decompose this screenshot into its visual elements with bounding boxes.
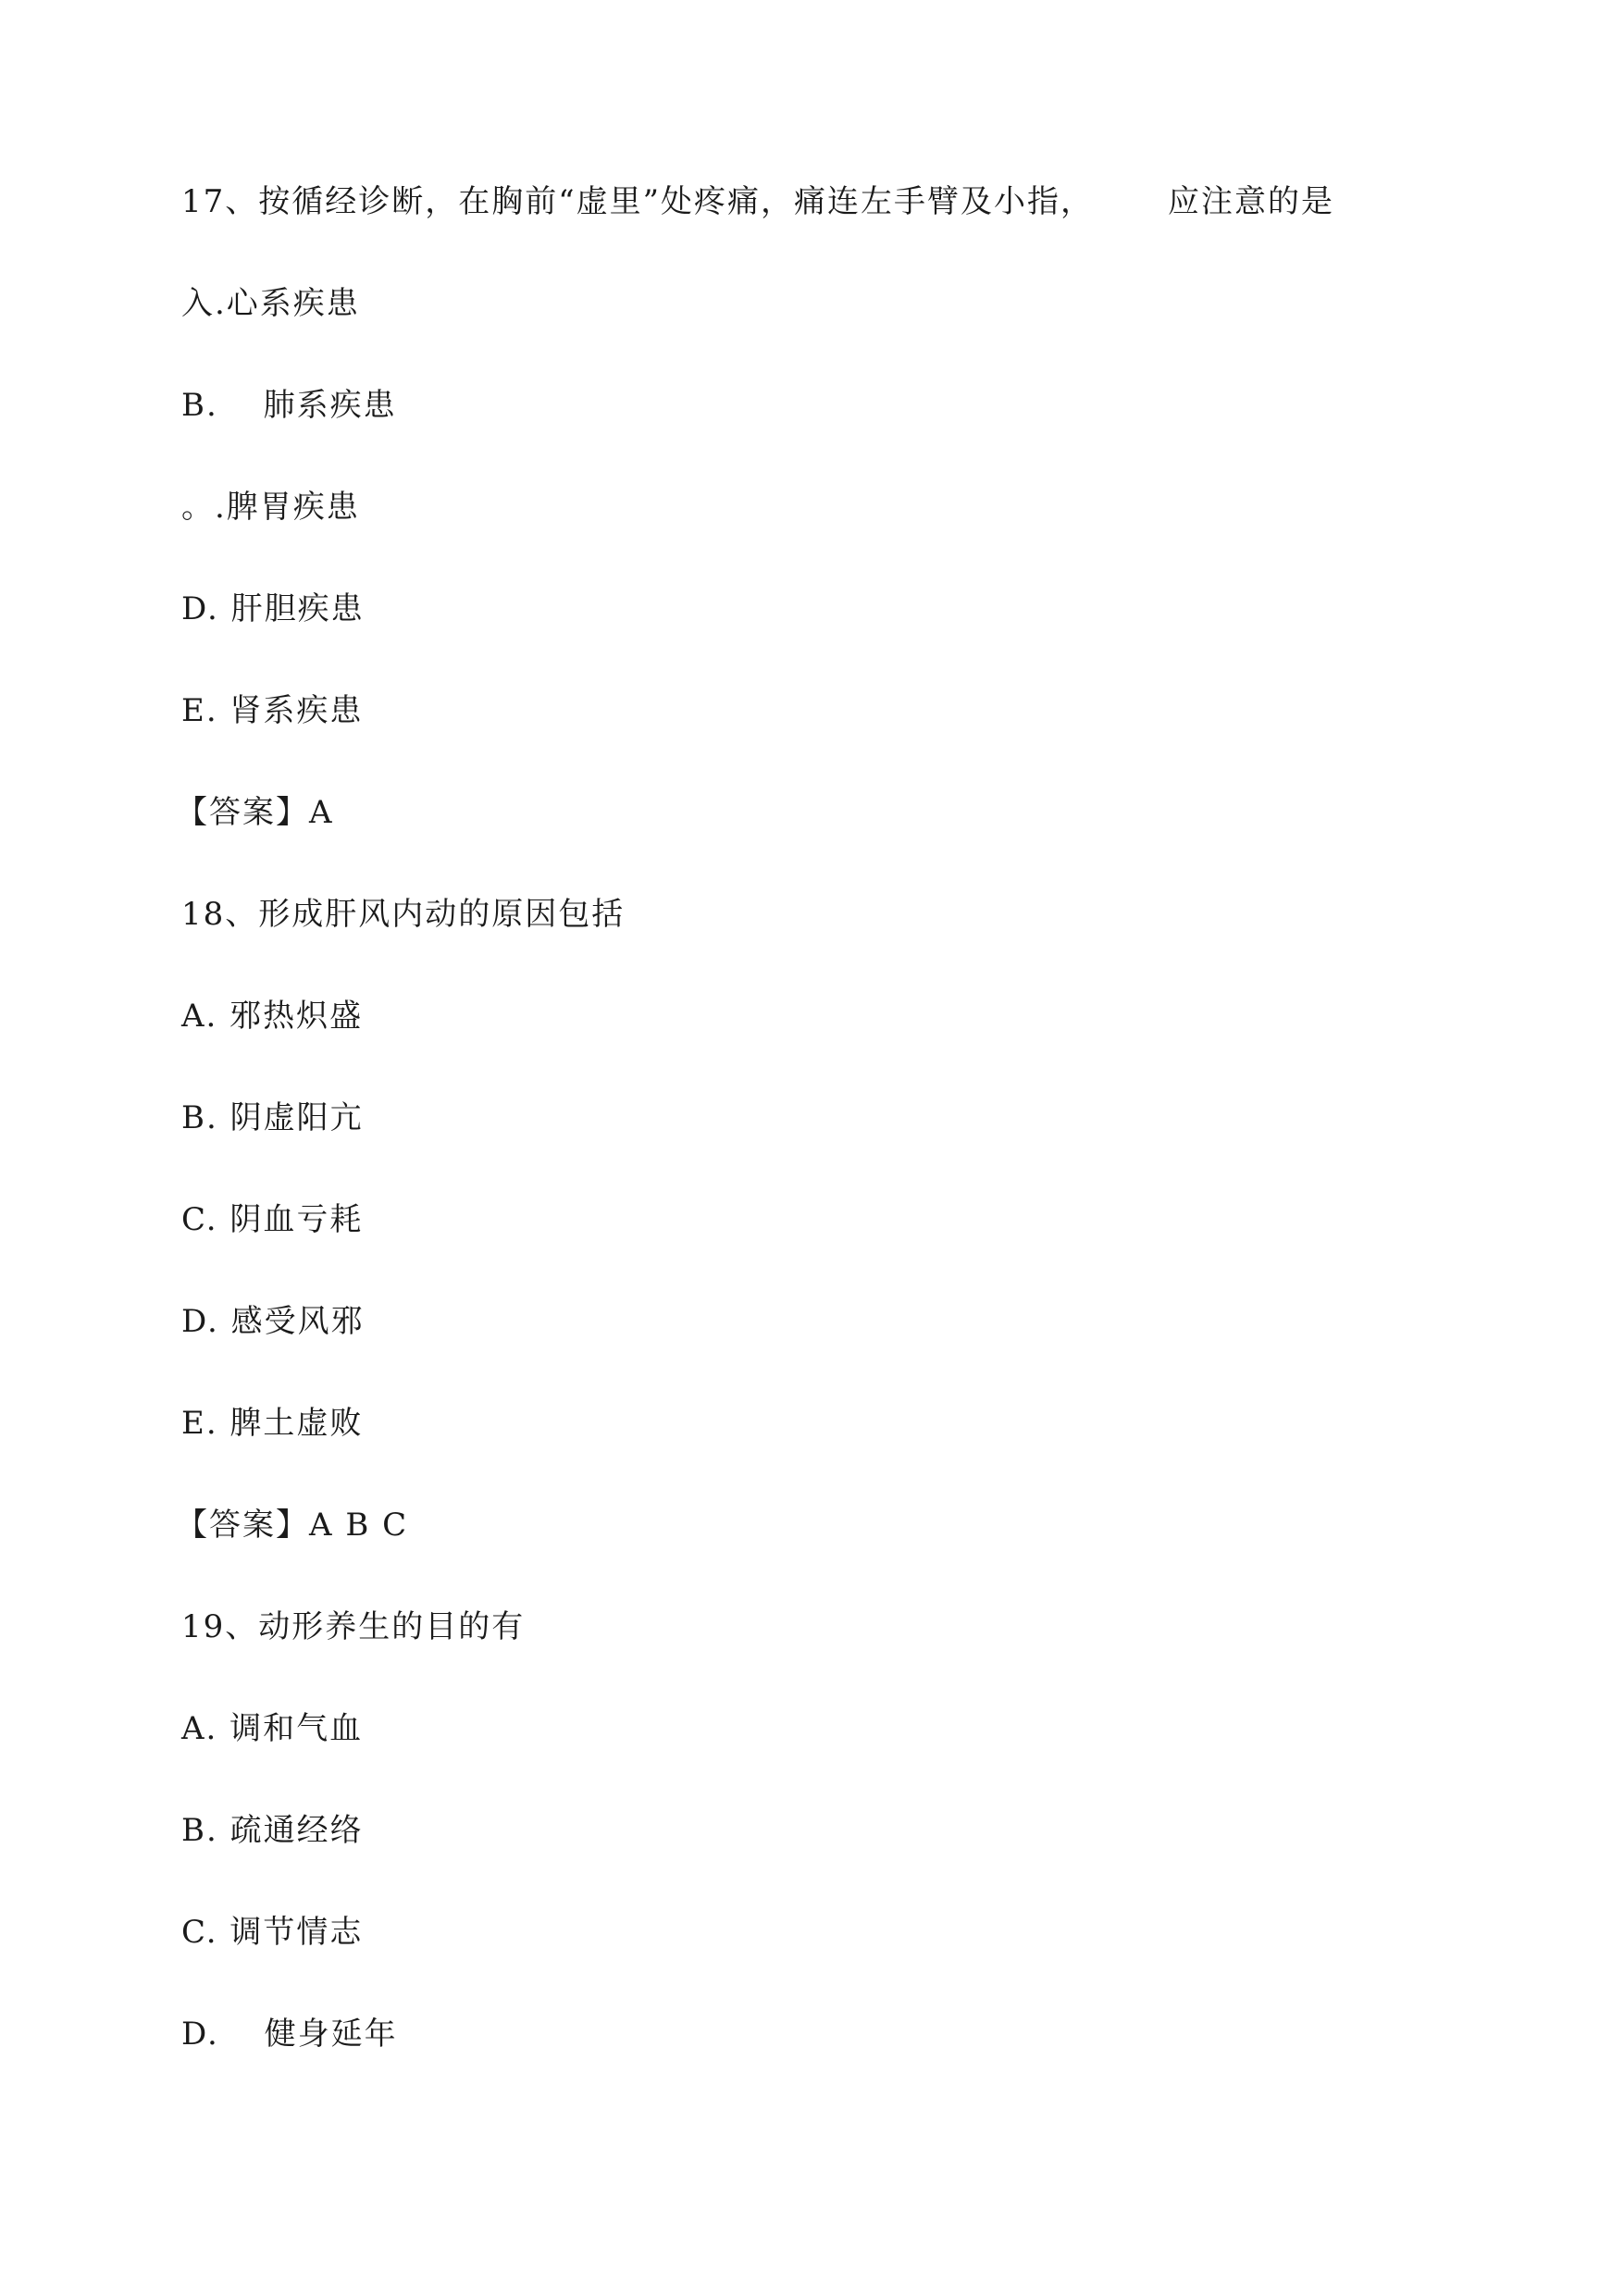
question-19-option-c: C. 调节情志 (181, 1914, 364, 1951)
question-17-option-c: 。.脾胃疾患 (181, 489, 360, 526)
question-17-option-e: E. 肾系疾患 (181, 692, 364, 729)
question-19-option-b: B. 疏通经络 (181, 1812, 364, 1849)
question-18-option-b: B. 阴虚阳亢 (181, 1099, 364, 1136)
question-19-option-d: D. 健身延年 (181, 2016, 398, 2053)
question-18-option-e: E. 脾土虚败 (181, 1405, 364, 1442)
question-18-stem: 18、形成肝风内动的原因包括 (181, 896, 626, 933)
question-17-option-d: D. 肝胆疾患 (181, 590, 365, 627)
question-17-stem-end: 应注意的是 (1168, 183, 1334, 220)
question-19-option-a: A. 调和气血 (181, 1710, 364, 1747)
question-17-answer: 【答案】A (176, 794, 334, 831)
question-18-answer: 【答案】A B C (176, 1507, 409, 1544)
question-18-option-d: D. 感受风邪 (181, 1303, 365, 1340)
question-17-option-b: B. 肺系疾患 (181, 387, 397, 424)
question-18-option-a: A. 邪热炽盛 (181, 998, 364, 1035)
question-19-stem: 19、动形养生的目的有 (181, 1608, 526, 1645)
question-17-stem: 17、按循经诊断，在胸前“虚里”处疼痛，痛连左手臂及小指， (181, 183, 1095, 220)
question-17-option-a: 入.心系疾患 (181, 285, 360, 322)
question-18-option-c: C. 阴血亏耗 (181, 1201, 364, 1238)
